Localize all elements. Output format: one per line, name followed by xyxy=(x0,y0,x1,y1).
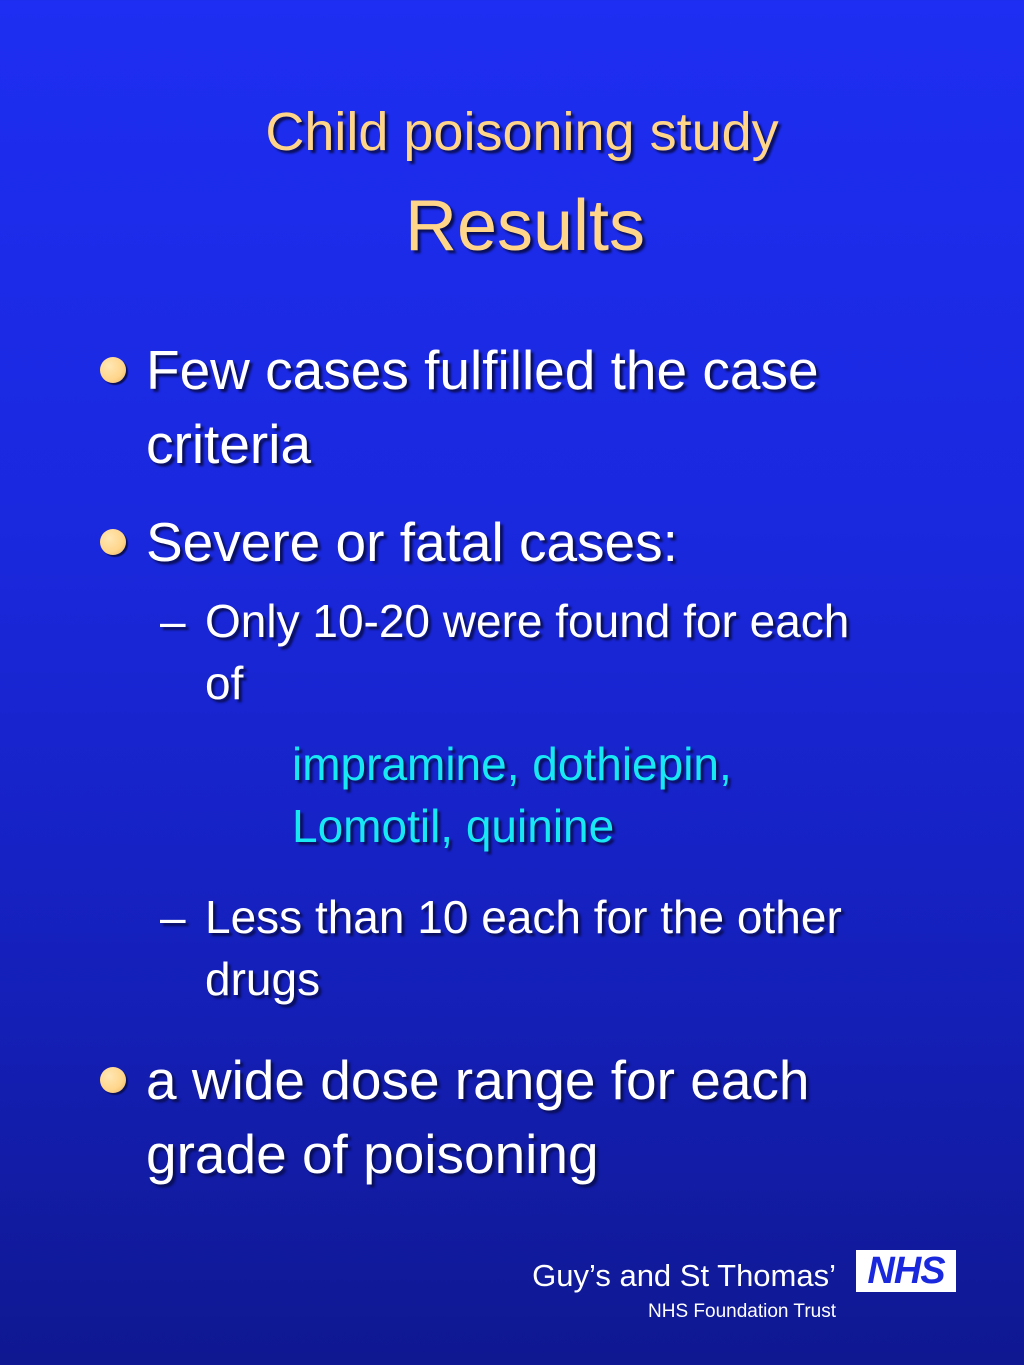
sub-bullet-item xyxy=(160,590,860,716)
bullet-dot-icon xyxy=(100,357,126,383)
sub-bullet-text: Less than 10 each for the other drugs xyxy=(205,891,842,1005)
drug-list-line: Lomotil, quinine xyxy=(292,800,615,852)
bullet-text: Few cases fulfilled the case criteria xyxy=(146,339,819,475)
dash-icon: – xyxy=(160,891,186,943)
bullet-item xyxy=(100,505,920,581)
bullet-text: Severe or fatal cases: xyxy=(146,511,678,573)
nhs-logo xyxy=(856,1250,956,1292)
nhs-logo-text: NHS xyxy=(867,1250,945,1292)
bullet-dot-icon xyxy=(100,1067,126,1093)
footer-org-subtitle: NHS Foundation Trust xyxy=(648,1301,836,1322)
slide-subtitle: Results xyxy=(404,186,646,266)
drug-list-line: impramine, dothiepin, xyxy=(292,738,732,790)
sub-bullet-text: Only 10-20 were found for each of xyxy=(205,595,850,709)
dash-icon: – xyxy=(160,595,186,647)
bullet-item xyxy=(100,1043,920,1193)
drug-list xyxy=(292,733,852,857)
footer-org-name: Guy’s and St Thomas’ xyxy=(532,1258,836,1293)
sub-bullet-item xyxy=(160,886,860,1012)
bullet-item xyxy=(100,333,920,483)
bullet-dot-icon xyxy=(100,529,126,555)
slide-title: Child poisoning study xyxy=(265,102,779,162)
bullet-text: a wide dose range for each grade of poisoning xyxy=(146,1049,810,1185)
